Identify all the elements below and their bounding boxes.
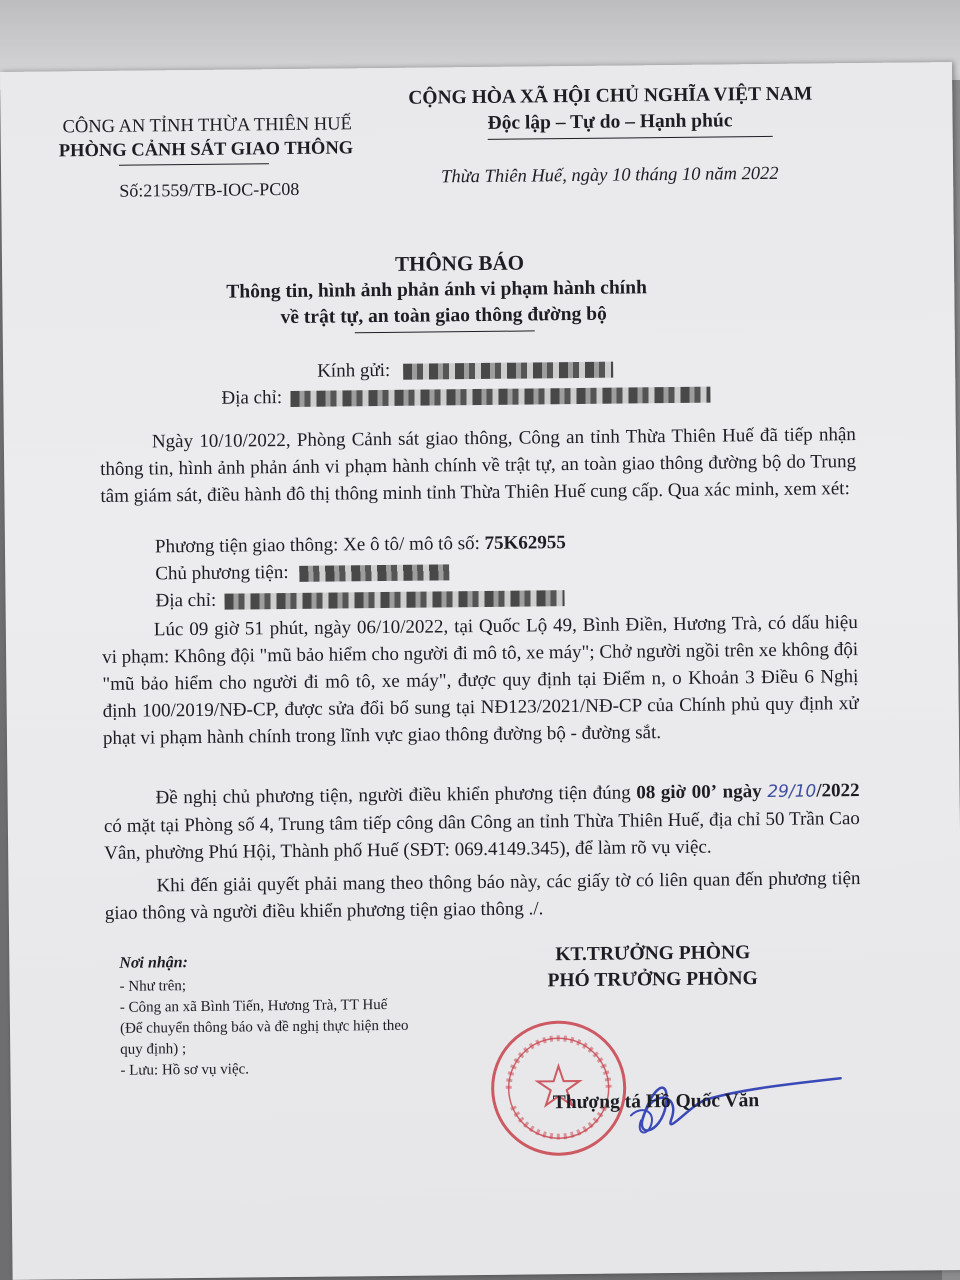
document-number: Số:21559/TB-IOC-PC08 — [119, 178, 300, 201]
owner-row — [155, 560, 449, 585]
body-paragraph-3 — [103, 777, 860, 867]
recipient-address-row — [221, 383, 711, 410]
department-name: PHÒNG CẢNH SÁT GIAO THÔNG — [58, 138, 354, 162]
appointment-time: 08 giờ 00’ — [636, 781, 718, 804]
recipients-list-item: (Để chuyển thông báo và đề nghị thực hiện theo — [119, 1017, 409, 1037]
handwritten-signature — [610, 1063, 851, 1166]
appointment-year: /2022 — [816, 780, 860, 802]
document-title: THÔNG BÁO — [394, 250, 525, 276]
recipient-row — [317, 358, 613, 383]
official-red-seal — [488, 1017, 629, 1158]
recipient-label: Kính gửi: — [317, 359, 391, 382]
header-right-underline — [488, 136, 773, 140]
recipients-heading: Nơi nhận: — [119, 954, 189, 972]
handwritten-date: 29/10 — [767, 781, 817, 803]
owner-label: Chủ phương tiện: — [155, 562, 289, 585]
signer-name: Thượng tá Hồ Quốc Văn — [552, 1090, 760, 1114]
owner-address-row — [155, 586, 565, 612]
header-left-underline — [119, 163, 269, 166]
vehicle-label: Phương tiện giao thông: Xe ô tô/ mô tô số: — [154, 533, 480, 558]
appointment-day-label: ngày — [722, 781, 762, 803]
redacted-owner-name — [299, 564, 449, 582]
national-title: CỘNG HÒA XÃ HỘI CHỦ NGHĨA VIỆT NAM — [408, 83, 813, 109]
redacted-owner-address — [225, 590, 565, 610]
signature-title-1: KT.TRƯỞNG PHÒNG — [555, 942, 751, 966]
national-motto: Độc lập – Tự do – Hạnh phúc — [487, 110, 733, 134]
body-paragraph-1: Ngày 10/10/2022, Phòng Cảnh sát giao thông, Công an tỉnh Thừa Thiên Huế đã tiếp nhận thông tin, hình ảnh phản ánh vi phạm hành chính về trật tự, an toàn giao thông đường bộ do Trung tâm giám sát, điều hành đô thị thông minh tỉnh Thừa Thiên Huế cung cấp. Qua xác minh, xem xét: — [100, 424, 857, 507]
vehicle-plate: 75K62955 — [484, 532, 566, 554]
redacted-recipient-name — [403, 361, 613, 379]
place-date: Thừa Thiên Huế, ngày 10 tháng 10 năm 2022 — [441, 163, 779, 188]
body-paragraph-2: Lúc 09 giờ 51 phút, ngày 06/10/2022, tại Quốc Lộ 49, Bình Điền, Hương Trà, có dấu hiệu vi phạm: Không đội "mũ bảo hiểm cho người đi mô tô, xe máy"; Chở người ngồi trên xe không đội "mũ bảo hiểm cho người đi mô tô, xe máy", được quy định tại Điểm n, o Khoản 3 Điều 6 Nghị định 100/2019/NĐ-CP, được sửa đổi bổ sung tại NĐ123/2021/NĐ-CP của Chính phủ quy định xử phạt vi phạm hành chính trong lĩnh vực giao thông đường bộ - đường sắt. — [102, 612, 859, 749]
document-subtitle-1: Thông tin, hình ảnh phản ánh vi phạm hành chính — [226, 277, 647, 303]
agency-name: CÔNG AN TỈNH THỪA THIÊN HUẾ — [62, 114, 352, 138]
recipients-list — [119, 974, 409, 1082]
recipients-list-item: - Như trên; — [119, 978, 187, 995]
document-page — [0, 62, 960, 1280]
recipient-address-label: Địa chỉ: — [221, 387, 283, 409]
signature-title-2: PHÓ TRƯỞNG PHÒNG — [547, 968, 758, 992]
para3-text-a: Đề nghị chủ phương tiện, người điều khiển phương tiện đúng — [155, 782, 631, 809]
owner-address-label: Địa chỉ: — [155, 589, 217, 612]
vehicle-row — [155, 532, 566, 558]
document-subtitle-2: về trật tự, an toàn giao thông đường bộ — [280, 303, 607, 329]
title-underline — [355, 330, 535, 333]
para3-text-b: có mặt tại Phòng số 4, Trung tâm tiếp công dân Công an tỉnh Thừa Thiên Huế, địa chỉ 50 Trần Cao Vân, phường Phú Hội, Thành phố Huế (SĐT: 069.4149.345), để làm rõ vụ việc. — [103, 808, 860, 864]
recipients-list-item: quy định) ; — [120, 1041, 187, 1058]
body-paragraph-4: Khi đến giải quyết phải mang theo thông báo này, các giấy tờ có liên quan đến phương tiện giao thông và người điều khiển phương tiện giao thông ./. — [104, 868, 861, 924]
recipients-list-item: - Lưu: Hồ sơ vụ việc. — [120, 1061, 250, 1079]
redacted-recipient-address — [291, 386, 711, 406]
recipients-list-item: - Công an xã Bình Tiến, Hương Trà, TT Huế — [119, 996, 388, 1016]
